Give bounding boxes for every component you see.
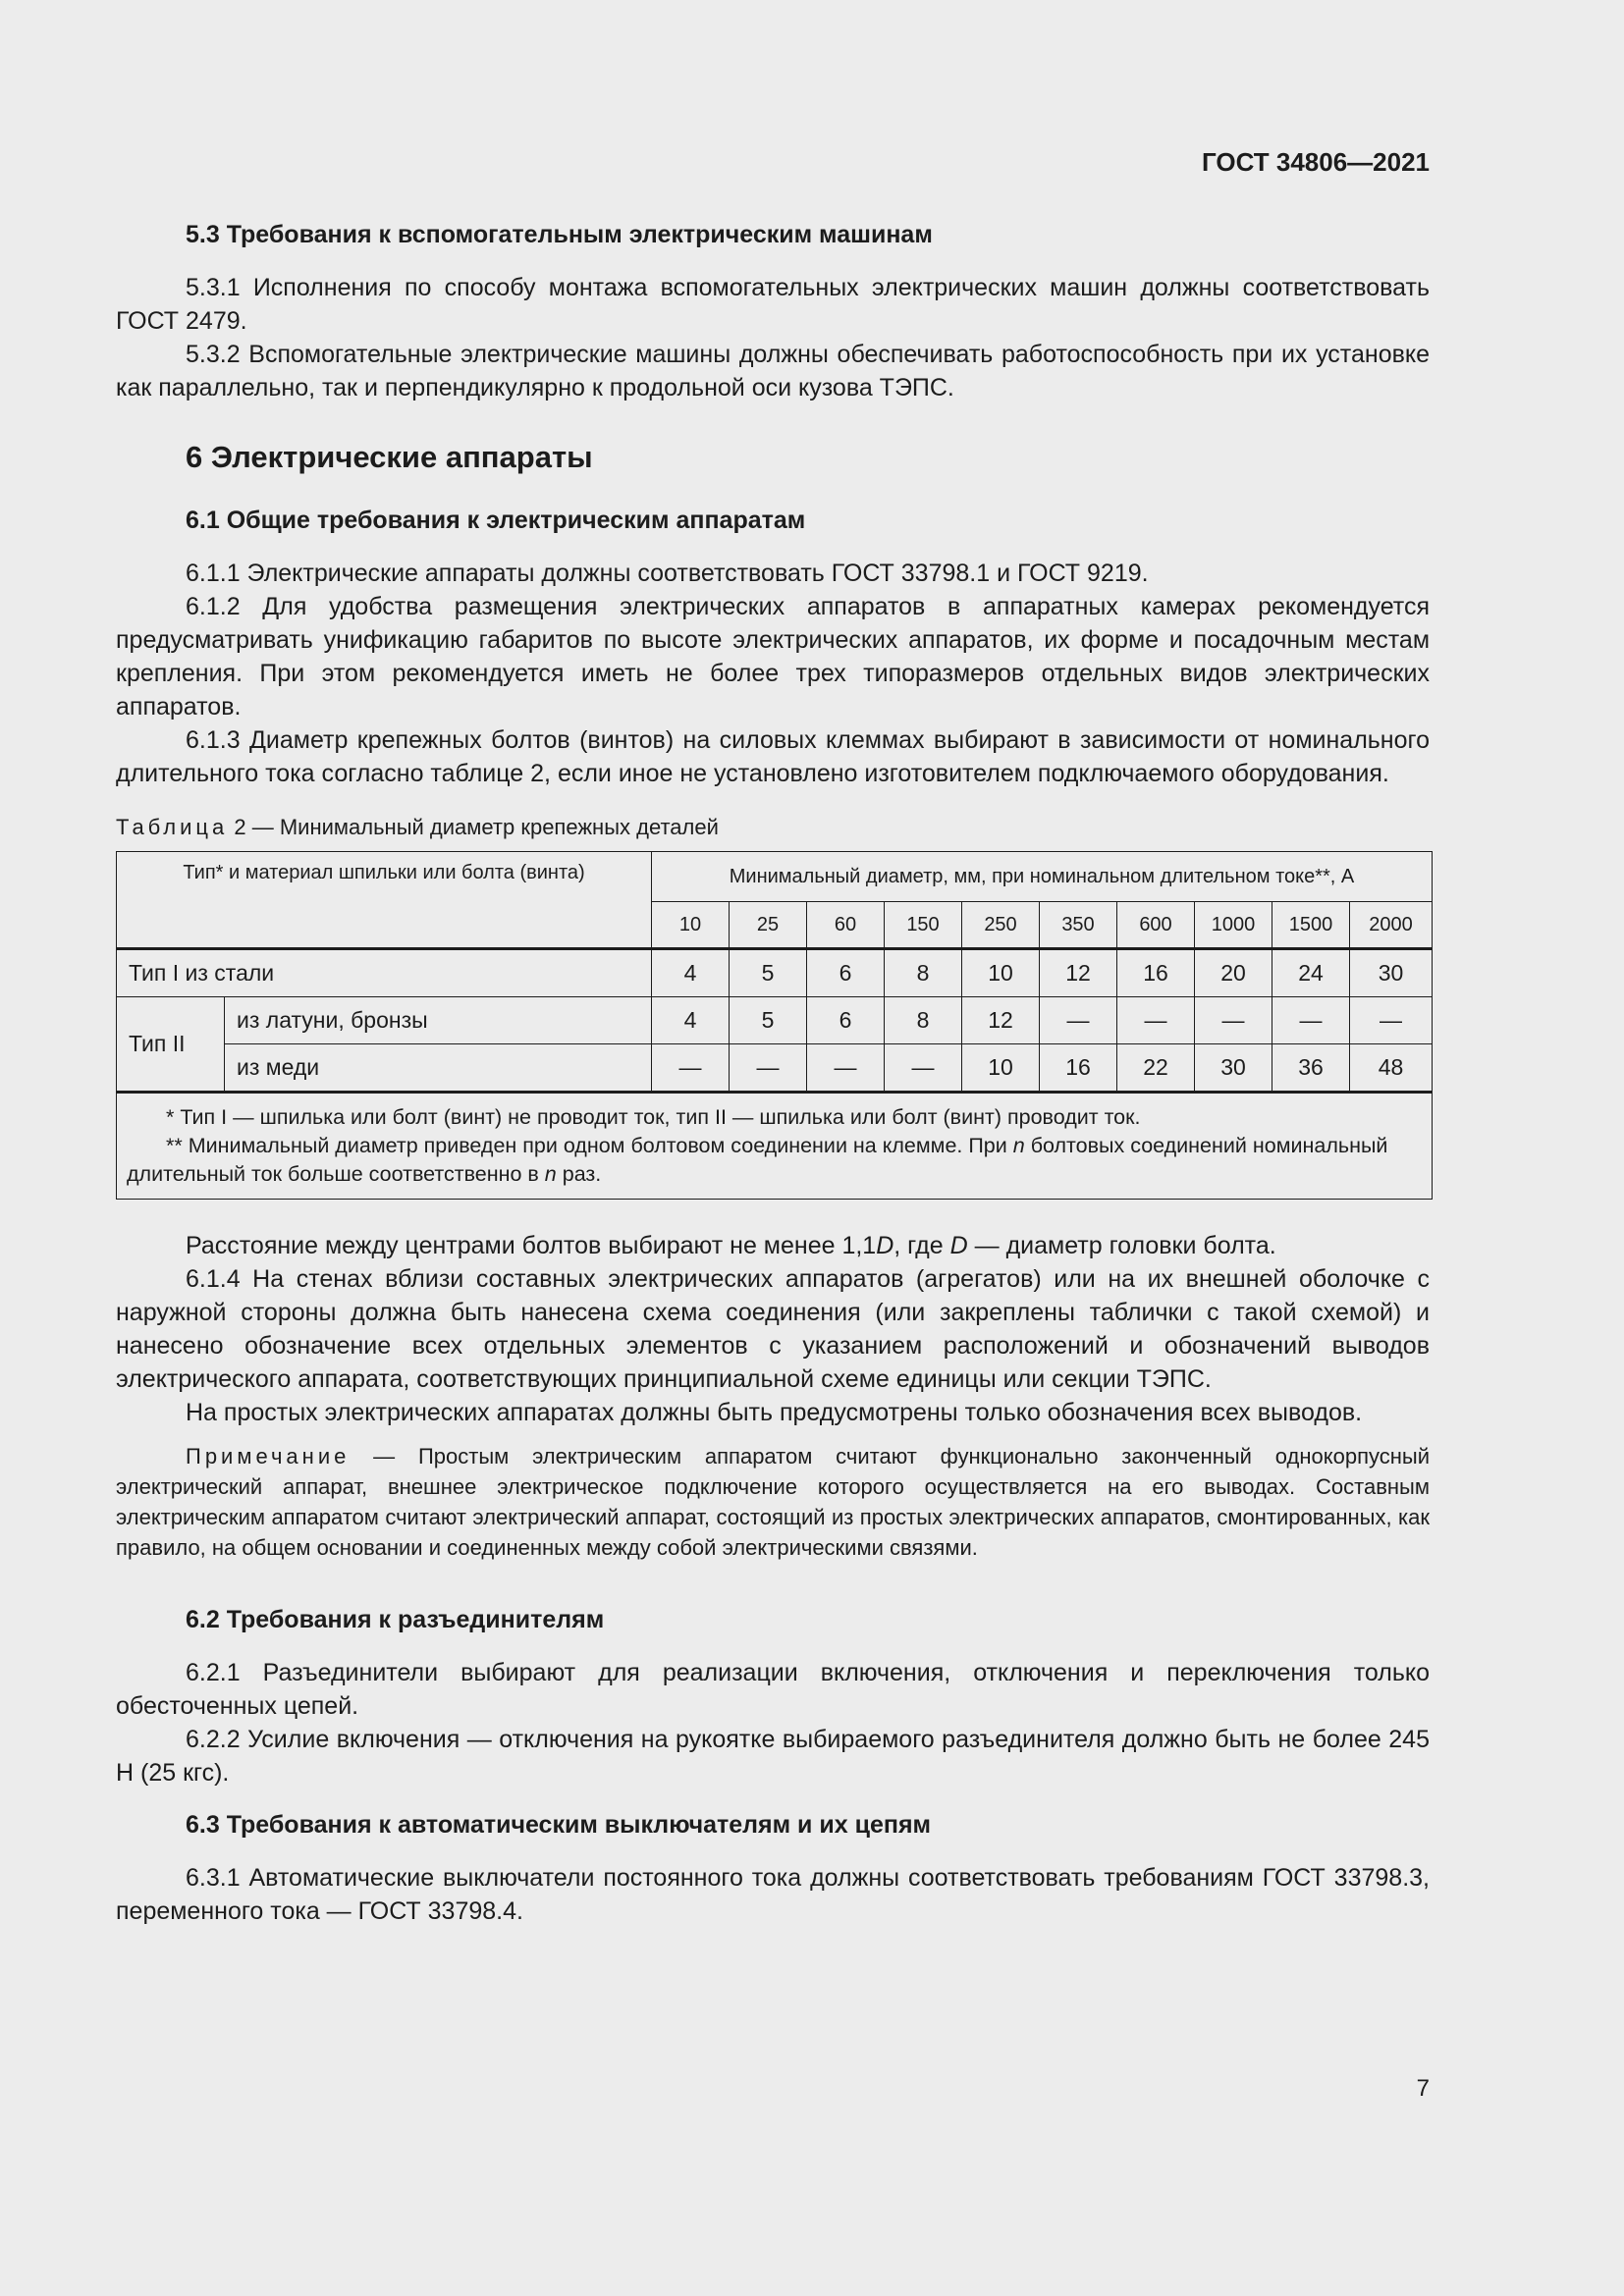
paragraph-6-1-3: 6.1.3 Диаметр крепежных болтов (винтов) на силовых клеммах выбирают в зависимости от номинального длительного тока согласно таблице 2, если иное не установлено изготовителем подключаемого оборудования. <box>116 726 1430 787</box>
current-header-cell: 1000 <box>1195 902 1272 949</box>
row-label: из латуни, бронзы <box>225 997 652 1044</box>
table-footnotes-row <box>117 1093 1433 1200</box>
table-2 <box>116 851 1433 1200</box>
current-header-cell: 25 <box>730 902 807 949</box>
section-5-3-title: 5.3 Требования к вспомогательным электрическим машинам <box>186 221 933 248</box>
table-cell: 22 <box>1117 1044 1195 1093</box>
note-label: Примечание <box>186 1444 351 1468</box>
table-cell: — <box>730 1044 807 1093</box>
table-cell: 48 <box>1350 1044 1433 1093</box>
table-caption-label: Таблица <box>116 815 229 839</box>
page-number: 7 <box>1416 2075 1430 2102</box>
paragraph-6-1-2: 6.1.2 Для удобства размещения электрических аппаратов в аппаратных камерах рекомендуется предусматривать унификацию габаритов по высоте электрических аппаратов, их форме и посадочным местам крепления. При этом рекомендуется иметь не более трех типоразмеров отдельных видов электрических аппаратов. <box>116 593 1430 721</box>
section-6-2-title: 6.2 Требования к разъединителям <box>186 1606 605 1633</box>
table-cell: 12 <box>1040 949 1117 997</box>
table-cell: 12 <box>962 997 1040 1044</box>
current-header-cell: 150 <box>885 902 962 949</box>
paragraph-6-3-1: 6.3.1 Автоматические выключатели постоянного тока должны соответствовать требованиям ГОСТ 33798.3, переменного тока — ГОСТ 33798.4. <box>116 1864 1430 1925</box>
paragraph-5-3-1: 5.3.1 Исполнения по способу монтажа вспомогательных электрических машин должны соответствовать ГОСТ 2479. <box>116 274 1430 335</box>
note <box>116 1441 1430 1563</box>
table-cell: — <box>1195 997 1272 1044</box>
section-6-title: 6 Электрические аппараты <box>186 440 593 474</box>
current-header-cell: 1500 <box>1272 902 1350 949</box>
row-label: Тип I из стали <box>117 949 652 997</box>
current-header-cell: 250 <box>962 902 1040 949</box>
table-row-type2-brass <box>117 997 1433 1044</box>
table-cell: 10 <box>962 949 1040 997</box>
section-6-3-title: 6.3 Требования к автоматическим выключателям и их цепям <box>186 1811 932 1839</box>
table-cell: 36 <box>1272 1044 1350 1093</box>
table-row-type1-steel <box>117 949 1433 997</box>
row-label: из меди <box>225 1044 652 1093</box>
current-header-cell: 10 <box>652 902 730 949</box>
table-header-row <box>117 852 1433 902</box>
table-2-caption <box>116 814 1430 841</box>
col-type-material-header: Тип* и материал шпильки или болта (винта) <box>117 852 652 949</box>
table-cell: 5 <box>730 997 807 1044</box>
paragraph-6-1-1: 6.1.1 Электрические аппараты должны соответствовать ГОСТ 33798.1 и ГОСТ 9219. <box>186 560 1149 587</box>
current-header-cell: 600 <box>1117 902 1195 949</box>
paragraph-5-3-2: 5.3.2 Вспомогательные электрические машины должны обеспечивать работоспособность при их установке как параллельно, так и перпендикулярно к продольной оси кузова ТЭПС. <box>116 341 1430 401</box>
table-cell: 6 <box>807 997 885 1044</box>
paragraph-6-2-2: 6.2.2 Усилие включения — отключения на рукоятке выбираемого разъединителя должно быть не более 245 Н (25 кгс). <box>116 1726 1430 1787</box>
table-cell: 20 <box>1195 949 1272 997</box>
paragraph-6-1-4: 6.1.4 На стенах вблизи составных электрических аппаратов (агрегатов) или на их внешней оболочке с наружной стороны должна быть нанесена схема соединения (или закреплены таблички с такой схемой) и нанесено обозначение всех отдельных элементов с указанием расположений и обозначений выводов электрического аппарата, соответствующих принципиальной схеме единицы или секции ТЭПС. <box>116 1265 1430 1393</box>
table-cell: 10 <box>962 1044 1040 1093</box>
table-cell: 24 <box>1272 949 1350 997</box>
table-cell: 4 <box>652 949 730 997</box>
table-cell: 4 <box>652 997 730 1044</box>
table-cell: 30 <box>1195 1044 1272 1093</box>
current-header-cell: 2000 <box>1350 902 1433 949</box>
type2-label: Тип II <box>117 997 225 1093</box>
table-cell: 16 <box>1117 949 1195 997</box>
table-cell: — <box>885 1044 962 1093</box>
table-cell: — <box>1272 997 1350 1044</box>
table-cell: 5 <box>730 949 807 997</box>
table-cell: — <box>807 1044 885 1093</box>
document-header: ГОСТ 34806—2021 <box>1202 147 1430 177</box>
footnote-2: ** Минимальный диаметр приведен при одном болтовом соединении на клемме. При n болтовых соединений номинальный длительный ток больше соответственно в n раз. <box>127 1134 1388 1186</box>
page-content <box>116 221 1430 1928</box>
table-cell: — <box>1350 997 1433 1044</box>
table-cell: 8 <box>885 949 962 997</box>
table-cell: 16 <box>1040 1044 1117 1093</box>
section-6-1-title: 6.1 Общие требования к электрическим аппаратам <box>186 507 806 534</box>
table-cell: — <box>652 1044 730 1093</box>
paragraph-simple-apparatus: На простых электрических аппаратах должны быть предусмотрены только обозначения всех выводов. <box>186 1399 1363 1426</box>
paragraph-bolt-distance: Расстояние между центрами болтов выбирают не менее 1,1D, где D — диаметр головки болта. <box>186 1232 1276 1259</box>
table-row-type2-copper <box>117 1044 1433 1093</box>
table-caption-text: 2 — Минимальный диаметр крепежных деталей <box>228 815 719 839</box>
current-header-cell: 60 <box>807 902 885 949</box>
current-header-cell: 350 <box>1040 902 1117 949</box>
current-group-header: Минимальный диаметр, мм, при номинальном длительном токе**, А <box>652 852 1433 902</box>
note-text: — Простым электрическим аппаратом считают функционально законченный однокорпусный электрический аппарат, внешнее электрическое подключение которого осуществляется на его выводах. Составным электрическим аппаратом считают электрический аппарат, состоящий из простых электрических аппаратов, смонтированных, как правило, на общем основании и соединенных между собой электрическими связями. <box>116 1444 1430 1560</box>
footnote-1: * Тип I — шпилька или болт (винт) не проводит ток, тип II — шпилька или болт (винт) проводит ток. <box>166 1105 1141 1129</box>
table-cell: — <box>1117 997 1195 1044</box>
table-cell: 6 <box>807 949 885 997</box>
paragraph-6-2-1: 6.2.1 Разъединители выбирают для реализации включения, отключения и переключения только обесточенных цепей. <box>116 1659 1430 1720</box>
table-cell: 30 <box>1350 949 1433 997</box>
table-cell: — <box>1040 997 1117 1044</box>
table-cell: 8 <box>885 997 962 1044</box>
table-footnotes <box>117 1093 1433 1200</box>
